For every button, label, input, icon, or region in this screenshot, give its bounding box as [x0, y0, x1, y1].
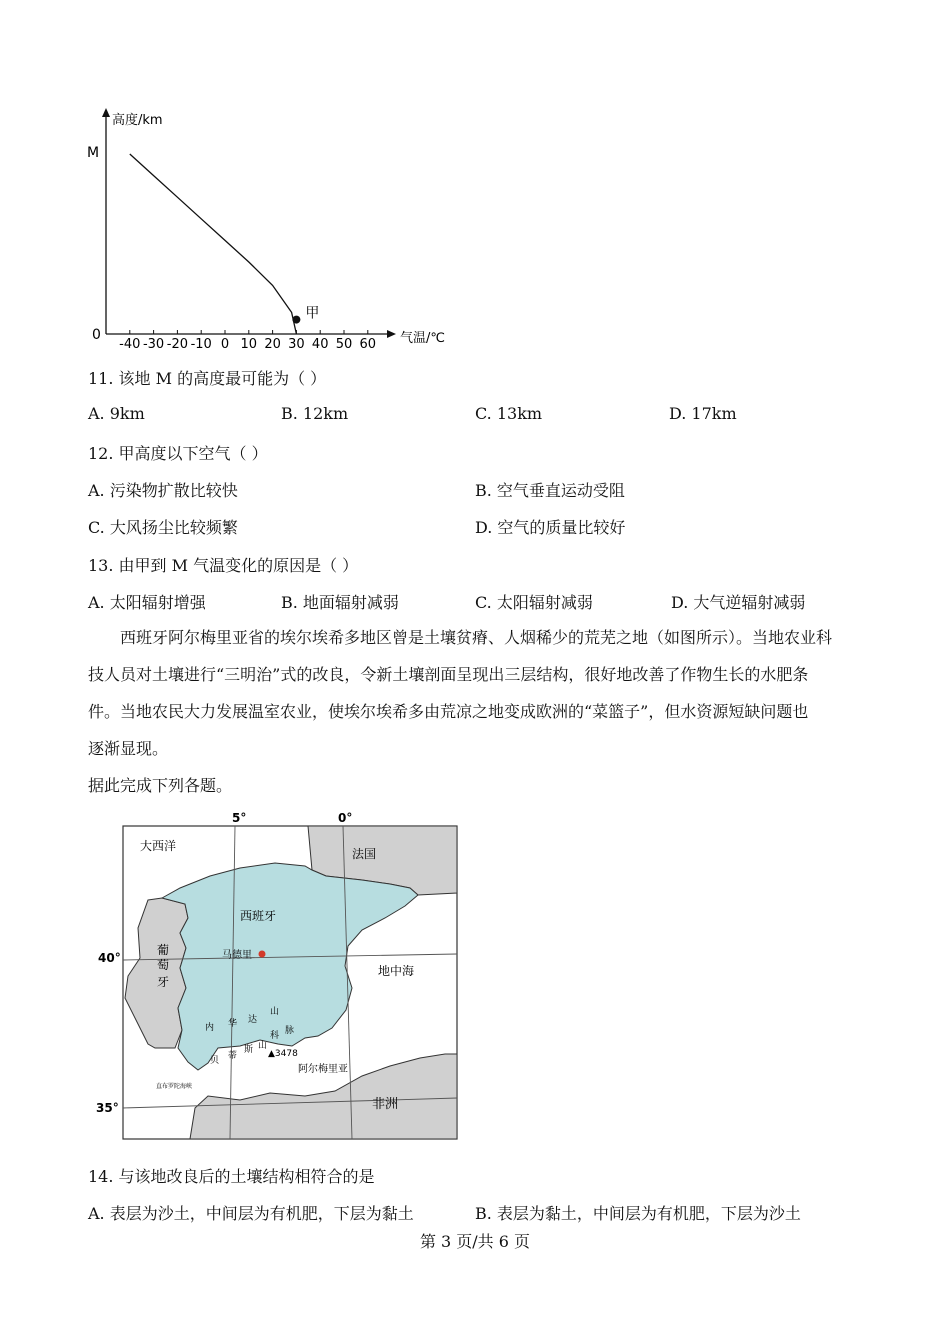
x-tick-label: 0 [220, 337, 230, 352]
label-mediterranean: 地中海 [378, 964, 415, 978]
label-mtn-extra-2: 蒂 [228, 1051, 238, 1061]
label-mtn-extra-5: 科 [270, 1031, 280, 1041]
intro-paragraph [88, 619, 868, 804]
intro-line-1: 西班牙阿尔梅里亚省的埃尔埃希多地区曾是土壤贫瘠、人烟稀少的荒芜之地（如图所示）。当地农业科 [120, 628, 833, 647]
label-portugal-3: 牙 [157, 975, 170, 989]
x-tick-label: -30 [142, 337, 165, 352]
q12-stem: 12. 甲高度以下空气（ ） [88, 444, 268, 463]
intro-line-2: 技人员对土壤进行“三明治”式的改良，令新土壤剖面呈现出三层结构，很好地改善了作物生长的水肥条 [88, 665, 809, 684]
label-mtn-extra-1: 贝 [210, 1056, 220, 1066]
label-africa: 非洲 [372, 1097, 399, 1112]
x-tick-label: 30 [288, 337, 305, 352]
point-jia-label: 甲 [305, 305, 320, 322]
x-tick-label: -10 [190, 337, 212, 352]
q12-option-d[interactable]: D. 空气的质量比较好 [475, 518, 626, 537]
label-mtn-4: 山 [270, 1007, 280, 1017]
x-tick-label: 10 [240, 337, 258, 352]
temperature-curve [130, 154, 297, 334]
q13-option-b[interactable]: B. 地面辐射减弱 [281, 593, 399, 612]
iberia-map [96, 808, 470, 1143]
label-gibraltar: 直布罗陀海峡 [156, 1083, 193, 1090]
page-footer: 第 3 页/共 6 页 [419, 1232, 531, 1251]
label-spain: 西班牙 [240, 909, 277, 923]
intro-line-4: 逐渐显现。 [88, 739, 169, 758]
x-tick-label: 40 [311, 337, 329, 352]
y-axis-arrow [102, 108, 110, 117]
label-mtn-1: 内 [205, 1023, 215, 1033]
q14-option-a[interactable]: A. 表层为沙土，中间层为有机肥，下层为黏土 [88, 1204, 414, 1223]
lat-label-35: 35° [96, 1101, 119, 1115]
q14-option-b[interactable]: B. 表层为黏土，中间层为有机肥，下层为沙土 [475, 1204, 801, 1223]
label-mtn-2: 华 [228, 1019, 238, 1029]
label-mtn-3: 达 [248, 1015, 258, 1025]
point-jia [292, 316, 300, 324]
q14-stem: 14. 与该地改良后的土壤结构相符合的是 [88, 1167, 375, 1186]
q12-option-a[interactable]: A. 污染物扩散比较快 [88, 481, 238, 500]
label-france: 法国 [352, 847, 377, 861]
x-tick-label: -40 [119, 337, 141, 352]
temperature-altitude-chart [80, 100, 460, 355]
q12-option-b[interactable]: B. 空气垂直运动受阻 [475, 481, 625, 500]
label-portugal-2: 萄 [157, 958, 170, 972]
x-tick-label: -20 [166, 337, 189, 352]
q11-option-c[interactable]: C. 13km [475, 404, 543, 423]
intro-line-3: 件。当地农民大力发展温室农业，使埃尔埃希多由荒凉之地变成欧洲的“菜篮子”，但水资源短缺问题也 [88, 702, 809, 721]
q12-option-c[interactable]: C. 大风扬尘比较频繁 [88, 518, 238, 537]
q11-option-a[interactable]: A. 9km [88, 404, 145, 423]
lon-label-0: 0° [338, 811, 353, 825]
lon-label-5: 5° [232, 811, 247, 825]
x-ticks [119, 330, 376, 352]
y-tick-M: M [87, 145, 100, 161]
x-tick-label: 20 [264, 337, 281, 352]
x-axis-arrow [387, 330, 396, 338]
q11-option-b[interactable]: B. 12km [281, 404, 349, 423]
lat-label-40: 40° [98, 951, 121, 965]
q11-option-d[interactable]: D. 17km [669, 404, 737, 423]
label-mtn-5: 脉 [285, 1026, 295, 1036]
y-tick-0: 0 [92, 327, 101, 343]
q13-option-a[interactable]: A. 太阳辐射增强 [88, 593, 206, 612]
x-tick-label: 50 [335, 337, 353, 352]
q13-option-d[interactable]: D. 大气逆辐射减弱 [671, 593, 806, 612]
q13-option-c[interactable]: C. 太阳辐射减弱 [475, 593, 593, 612]
label-portugal-1: 葡 [157, 943, 170, 957]
y-axis-label: 高度/km [112, 113, 163, 128]
q11-stem: 11. 该地 M 的高度最可能为（ ） [88, 369, 327, 388]
label-madrid: 马德里 [222, 950, 252, 961]
madrid-marker [259, 951, 266, 958]
label-mtn-extra-3: 斯 [244, 1045, 254, 1055]
label-almeria: 阿尔梅里亚 [298, 1064, 348, 1075]
q13-stem: 13. 由甲到 M 气温变化的原因是（ ） [88, 556, 359, 575]
x-axis-label: 气温/℃ [400, 331, 445, 346]
label-mtn-extra-4: 山 [258, 1041, 268, 1051]
x-tick-label: 60 [359, 337, 377, 352]
label-atlantic: 大西洋 [140, 839, 177, 853]
label-peak: ▲3478 [268, 1049, 298, 1059]
instruction: 据此完成下列各题。 [88, 776, 233, 795]
